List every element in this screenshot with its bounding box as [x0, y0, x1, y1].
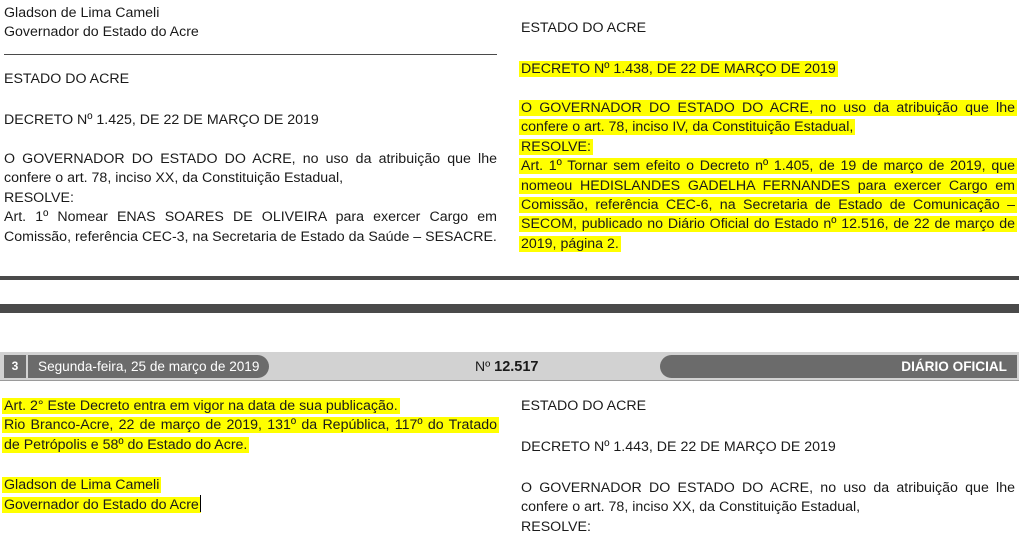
decree-preamble: O GOVERNADOR DO ESTADO DO ACRE, no uso da atribuição que lhe confere o art. 78, inciso XX, da Constituição Estadual,: [4, 151, 497, 187]
place-date: Rio Branco-Acre, 22 de março de 2019, 131º da República, 117º do Tratado de Petrópolis e 58º do Estado do Acre.: [4, 417, 497, 453]
header-underline: [0, 380, 1019, 381]
bottom-right-decree-title: [521, 438, 1015, 457]
top-left-decree-body: [4, 150, 497, 247]
page-gap-bar: [0, 304, 1019, 313]
text-cursor: [200, 495, 201, 512]
bottom-right-state-header: [521, 397, 1015, 416]
bottom-left-signature: [4, 476, 497, 516]
top-right-decree-title: [521, 60, 1015, 79]
state-header: ESTADO DO ACRE: [521, 398, 647, 414]
issue-number: 12.517: [494, 359, 539, 375]
signature-role: Governador do Estado do Acre: [4, 24, 199, 41]
top-right-state-header: [521, 19, 1015, 38]
decree-article-1: Art. 1º Nomear ENAS SOARES DE OLIVEIRA para exercer Cargo em Comissão, referência CEC-3, na Secretaria de Estado da Saúde – SESACRE.: [4, 209, 497, 245]
decree-resolve: RESOLVE:: [4, 189, 74, 206]
top-left-state-header: [4, 70, 497, 89]
page-number: 3: [4, 355, 26, 378]
bottom-right-decree-body: [521, 479, 1015, 537]
issue-prefix: Nº: [475, 358, 491, 374]
signature-role: Governador do Estado do Acre: [4, 497, 199, 514]
top-left-decree-title: [4, 111, 497, 130]
issue-number-label: [475, 355, 538, 378]
decree-preamble: O GOVERNADOR DO ESTADO DO ACRE, no uso da atribuição que lhe confere o art. 78, inciso XX, da Constituição Estadual,: [521, 480, 1015, 516]
issue-date: Segunda-feira, 25 de março de 2019: [28, 355, 269, 378]
signature-name: Gladson de Lima Cameli: [4, 5, 160, 21]
signature-divider: [4, 54, 497, 55]
state-header: ESTADO DO ACRE: [4, 71, 130, 87]
decree-title: DECRETO Nº 1.443, DE 22 DE MARÇO DE 2019: [521, 439, 836, 455]
top-left-signature: [4, 4, 494, 43]
decree-article-1: Art. 1º Tornar sem efeito o Decreto nº 1.405, de 19 de março de 2019, que nomeou HEDISLANDES GADELHA FERNANDES para exercer Cargo em Comissão, referência CEC-6, na Secretaria de Estado de Comunicação – SECOM, publicado no Diário Oficial do Estado nº 12.516, de 22 de março de 2019, página 2.: [521, 158, 1015, 252]
decree-resolve: RESOLVE:: [521, 138, 591, 155]
signature-name: Gladson de Lima Cameli: [4, 477, 160, 493]
publication-name: DIÁRIO OFICIAL: [660, 355, 1017, 378]
decree-title: DECRETO Nº 1.425, DE 22 DE MARÇO DE 2019: [4, 112, 319, 128]
decree-resolve-partial: RESOLVE:: [521, 518, 591, 535]
bottom-left-closing: [4, 397, 497, 455]
state-header: ESTADO DO ACRE: [521, 20, 647, 36]
decree-title: DECRETO Nº 1.438, DE 22 DE MARÇO DE 2019: [521, 61, 836, 77]
top-right-decree-body: [521, 99, 1015, 254]
page-header-band: [0, 352, 1019, 381]
decree-preamble: O GOVERNADOR DO ESTADO DO ACRE, no uso da atribuição que lhe confere o art. 78, inciso IV, da Constituição Estadual,: [521, 100, 1015, 136]
decree-article-2: Art. 2° Este Decreto entra em vigor na data de sua publicação.: [4, 398, 398, 414]
page-bottom-rule: [0, 276, 1019, 280]
